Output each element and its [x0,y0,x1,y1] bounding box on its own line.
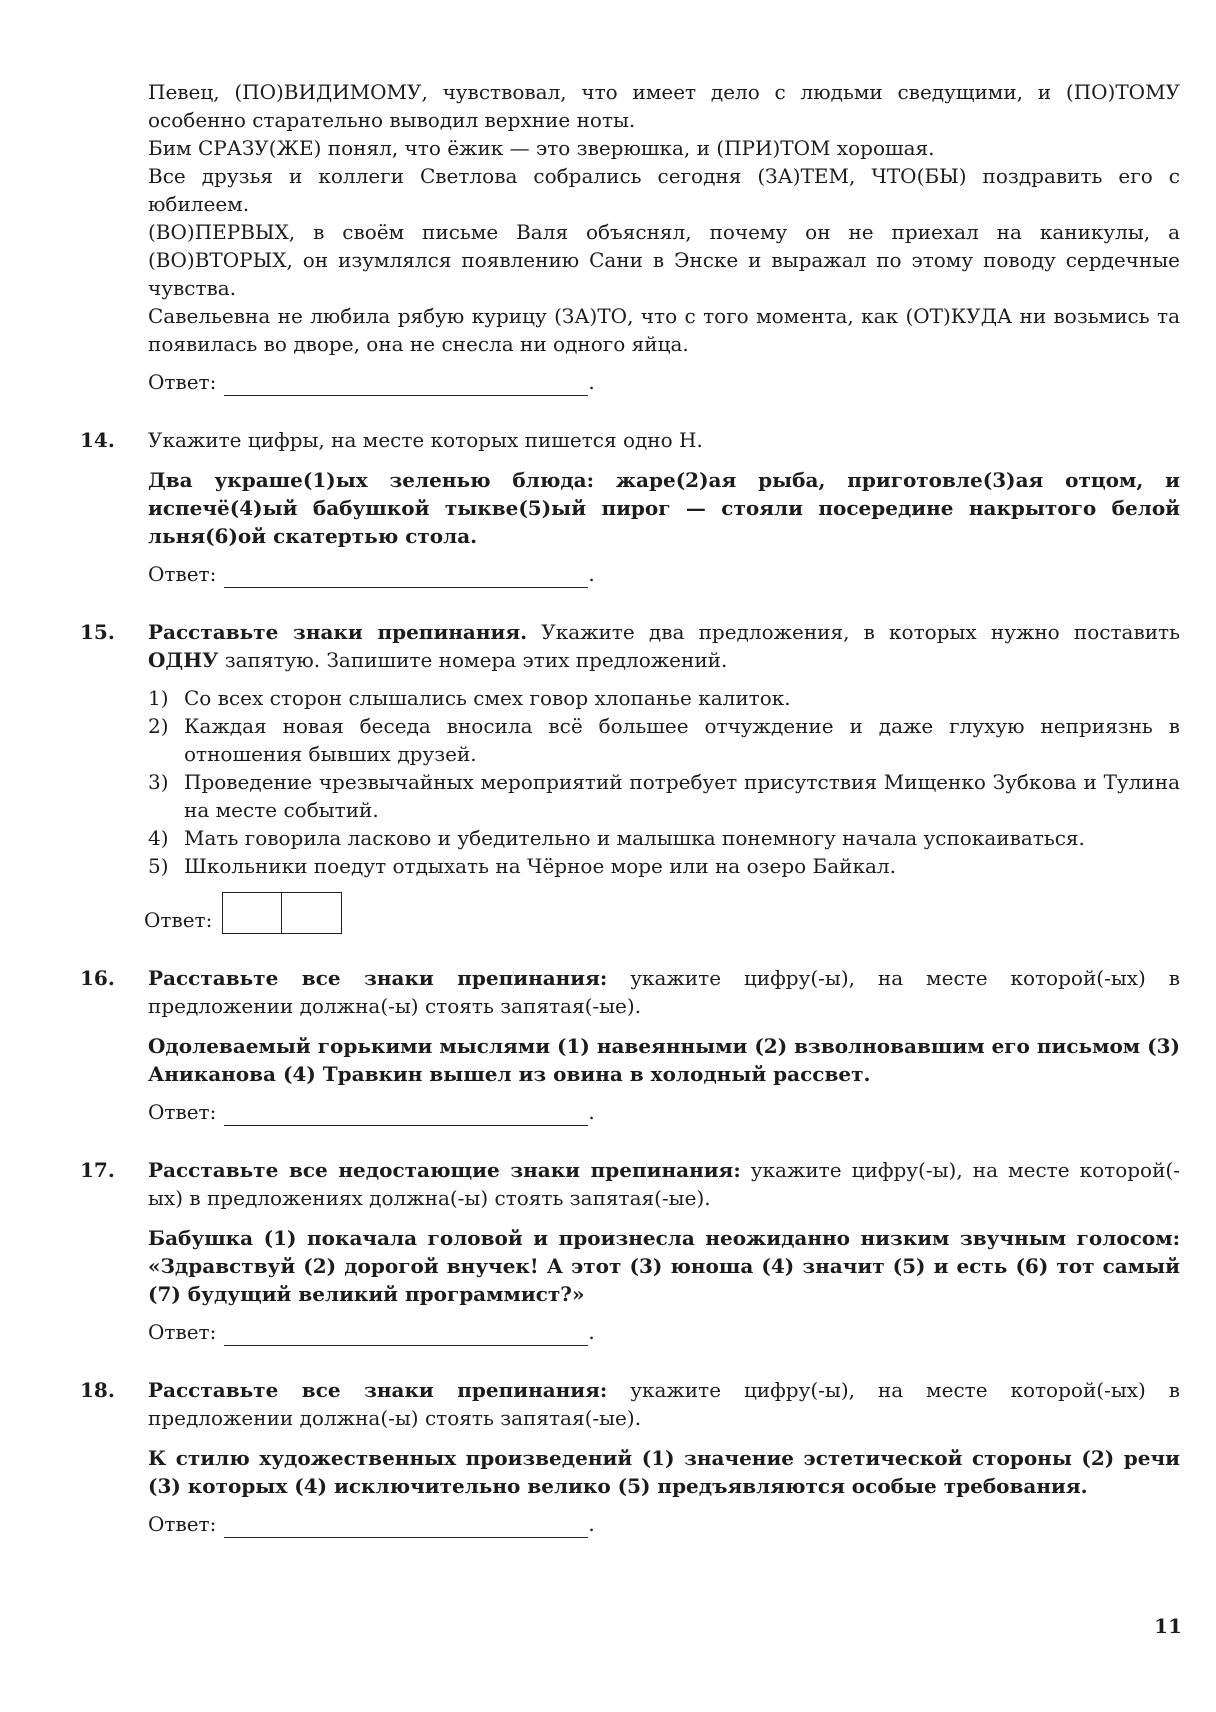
answer-blank[interactable] [224,1107,588,1126]
item-text: Каждая новая беседа вносила всё большее отчуждение и даже глухую неприязнь в отношения бывших друзей. [184,714,1180,766]
list-item [148,768,1180,824]
statement-bold: Расставьте знаки препинания. [148,620,528,644]
task-statement: Укажите цифры, на месте которых пишется одно Н. [148,428,703,452]
intro-sentence: Савельевна не любила рябую курицу (ЗА)ТО, что с того момента, как (ОТ)КУДА ни возьмись та появилась во дворе, она не снесла ни одного яйца. [148,304,1180,356]
intro-sentence: (ВО)ПЕРВЫХ, в своём письме Валя объяснял, почему он не приехал на каникулы, а (ВО)ВТОРЫХ, он изумлялся появлению Сани в Энске и выражал по этому поводу сердечные чувства. [148,220,1180,300]
item-text: Мать говорила ласково и убедительно и малышка понемногу начала успокаиваться. [184,826,1085,850]
intro-sentence: Певец, (ПО)ВИДИМОМУ, чувствовал, что имеет дело с людьми сведущими, и (ПО)ТОМУ особенно старательно выводил верхние ноты. [148,80,1180,132]
item-text: Школьники поедут отдыхать на Чёрное море или на озеро Байкал. [184,854,896,878]
answer-blank[interactable] [224,1327,588,1346]
answer-label: Ответ: [148,1320,217,1344]
task-number: 16. [80,966,115,990]
answer-dot: . [588,562,595,586]
list-item [148,684,1180,712]
answer-dot: . [588,370,595,394]
statement-bold: Расставьте все недостающие знаки препинания: [148,1158,741,1182]
answer-dot: . [588,1320,595,1344]
statement-text: укажите цифру(-ы), на месте которой(-ых) в предложениях должна(-ы) стоять запятая(-ые). [148,1158,1180,1210]
statement-text-2: запятую. Запишите номера этих предложений. [218,648,728,672]
page-content [0,78,1216,1538]
task-17 [0,1156,1216,1346]
answer-blank[interactable] [224,1519,588,1538]
answer-label: Ответ: [144,908,213,932]
answer-line-13 [148,368,1216,396]
list-item [148,852,1180,880]
statement-text: укажите цифру(-ы), на месте которой(-ых) в предложении должна(-ы) стоять запятая(-ые). [148,966,1180,1018]
task-18 [0,1376,1216,1538]
task-statement [148,618,1180,674]
answer-cell-2[interactable] [282,892,342,934]
item-text: Проведение чрезвычайных мероприятий потребует присутствия Мищенко Зубкова и Тулина на месте событий. [184,770,1180,822]
answer-label: Ответ: [148,370,217,394]
item-number: 2) [148,714,169,738]
answer-line-14 [148,560,1216,588]
statement-bold-2: ОДНУ [148,648,219,672]
item-number: 4) [148,826,169,850]
task-statement [148,1376,1180,1432]
task-number: 17. [80,1158,115,1182]
item-text: Со всех сторон слышались смех говор хлопанье калиток. [184,686,791,710]
statement-bold: Расставьте все знаки препинания: [148,966,608,990]
answer-dot: . [588,1512,595,1536]
answer-dot: . [588,1100,595,1124]
sentence-list [148,684,1180,880]
task-statement [148,1156,1180,1212]
answer-label: Ответ: [148,1100,217,1124]
answer-line-18 [148,1510,1216,1538]
intro-sentence: Бим СРАЗУ(ЖЕ) понял, что ёжик — это зверюшка, и (ПРИ)ТОМ хорошая. [148,136,935,160]
answer-blank[interactable] [224,377,588,396]
answer-line-16 [148,1098,1216,1126]
task-example: Бабушка (1) покачала головой и произнесла неожиданно низким звучным голосом: «Здравствуй (2) дорогой внучек! А этот (3) юноша (4) значит (5) и есть (6) тот самый (7) будущий великий программист?» [148,1226,1180,1306]
statement-bold: Расставьте все знаки препинания: [148,1378,608,1402]
answer-boxes-15 [144,892,1216,934]
answer-label: Ответ: [148,562,217,586]
statement-text: Укажите два предложения, в которых нужно поставить [527,620,1180,644]
task-number: 15. [80,620,115,644]
task-statement [148,964,1180,1020]
task-example: К стилю художественных произведений (1) значение эстетической стороны (2) речи (3) которых (4) исключительно велико (5) предъявляются особые требования. [148,1446,1180,1498]
page-number: 11 [1154,1614,1182,1638]
answer-line-17 [148,1318,1216,1346]
answer-cells [222,892,342,934]
list-item [148,824,1180,852]
answer-label: Ответ: [148,1512,217,1536]
item-number: 1) [148,686,169,710]
task-number: 18. [80,1378,115,1402]
item-number: 5) [148,854,169,878]
task-14 [0,426,1216,588]
task-example: Два украше(1)ых зеленью блюда: жаре(2)ая рыба, приготовле(3)ая отцом, и испечё(4)ый бабушкой тыкве(5)ый пирог — стояли посередине накрытого белой льня(6)ой скатертью стола. [148,468,1180,548]
answer-cell-1[interactable] [222,892,282,934]
statement-text: укажите цифру(-ы), на месте которой(-ых) в предложении должна(-ы) стоять запятая(-ые). [148,1378,1180,1430]
answer-blank[interactable] [224,569,588,588]
item-number: 3) [148,770,169,794]
task-16 [0,964,1216,1126]
list-item [148,712,1180,768]
task-number: 14. [80,428,115,452]
task-15 [0,618,1216,934]
task-example: Одолеваемый горькими мыслями (1) навеянными (2) взволновавшим его письмом (3) Аниканова (4) Травкин вышел из овина в холодный рассвет. [148,1034,1180,1086]
intro-block [0,78,1216,396]
intro-sentence: Все друзья и коллеги Светлова собрались сегодня (ЗА)ТЕМ, ЧТО(БЫ) поздравить его с юбилеем. [148,164,1180,216]
